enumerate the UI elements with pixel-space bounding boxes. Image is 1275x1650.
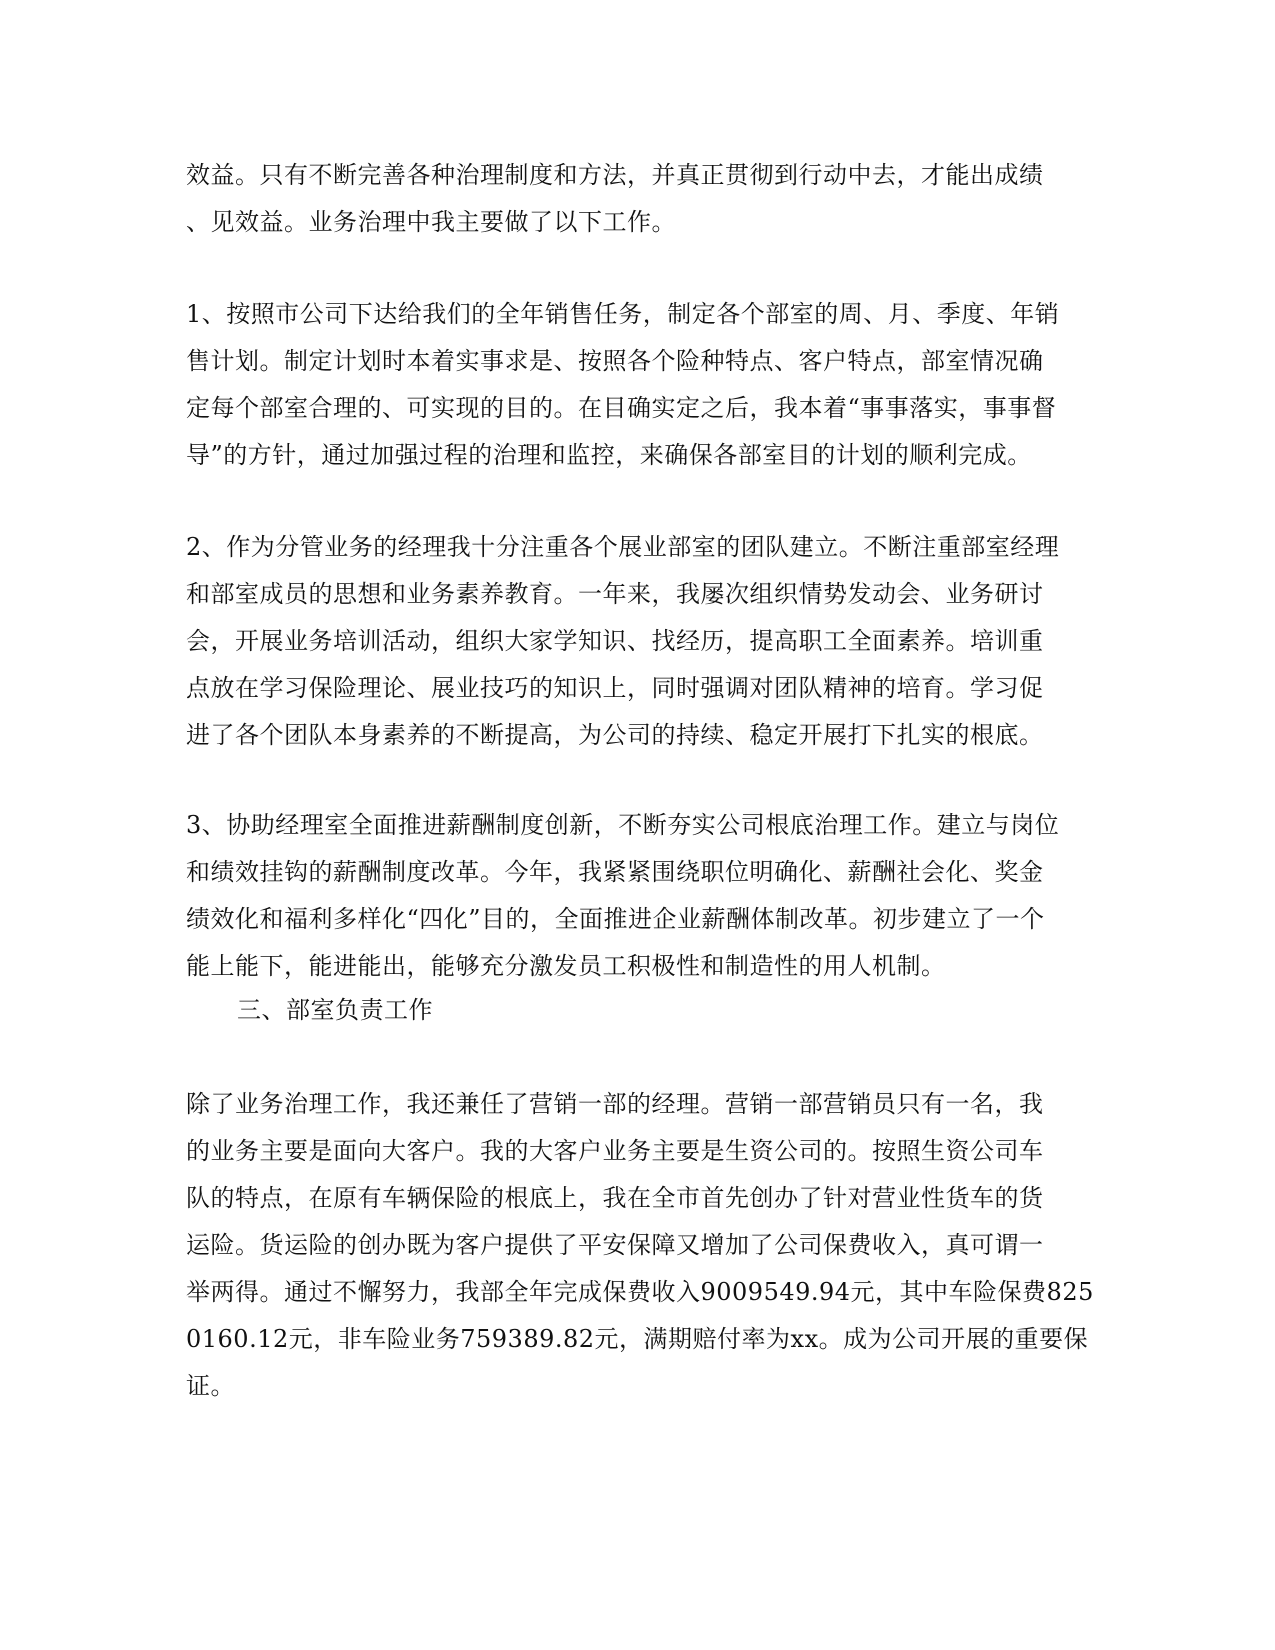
text-line: 绩效化和福利多样化“四化”目的，全面推进企业薪酬体制改革。初步建立了一个 (186, 905, 1045, 933)
text-line: 导”的方针，通过加强过程的治理和监控，来确保各部室目的计划的顺利完成。 (186, 441, 1032, 469)
text-line: 会，开展业务培训活动，组织大家学知识、找经历，提高职工全面素养。培训重 (186, 627, 1044, 655)
text-line: 能上能下，能进能出，能够充分激发员工积极性和制造性的用人机制。 (186, 952, 946, 980)
section-body-paragraph (186, 1081, 1094, 1410)
text-line: 的业务主要是面向大客户。我的大客户业务主要是生资公司的。按照生资公司车 (186, 1137, 1044, 1165)
item-3-paragraph (186, 802, 1076, 990)
text-line: 效益。只有不断完善各种治理制度和方法，并真正贯彻到行动中去，才能出成绩 (186, 161, 1044, 189)
section-heading: 三、部室负责工作 (237, 996, 433, 1024)
intro-paragraph (186, 152, 1076, 246)
text-line: 举两得。通过不懈努力，我部全年完成保费收入9009549.94元，其中车险保费825 (186, 1278, 1094, 1306)
text-line: 、见效益。业务治理中我主要做了以下工作。 (186, 208, 676, 236)
text-line: 运险。货运险的创办既为客户提供了平安保障又增加了公司保费收入，真可谓一 (186, 1231, 1044, 1259)
text-line: 队的特点，在原有车辆保险的根底上，我在全市首先创办了针对营业性货车的货 (186, 1184, 1044, 1212)
text-line: 售计划。制定计划时本着实事求是、按照各个险种特点、客户特点，部室情况确 (186, 347, 1044, 375)
text-line: 证。 (186, 1372, 235, 1400)
text-line: 定每个部室合理的、可实现的目的。在目确实定之后，我本着“事事落实，事事督 (186, 394, 1057, 422)
text-line: 进了各个团队本身素养的不断提高，为公司的持续、稳定开展打下扎实的根底。 (186, 721, 1044, 749)
text-line: 除了业务治理工作，我还兼任了营销一部的经理。营销一部营销员只有一名，我 (186, 1090, 1044, 1118)
text-line: 2、作为分管业务的经理我十分注重各个展业部室的团队建立。不断注重部室经理 (186, 533, 1060, 561)
text-line: 1、按照市公司下达给我们的全年销售任务，制定各个部室的周、月、季度、年销 (186, 300, 1060, 328)
text-line: 3、协助经理室全面推进薪酬制度创新，不断夯实公司根底治理工作。建立与岗位 (186, 811, 1060, 839)
item-2-paragraph (186, 524, 1076, 759)
text-line: 和绩效挂钩的薪酬制度改革。今年，我紧紧围绕职位明确化、薪酬社会化、奖金 (186, 858, 1044, 886)
text-line: 和部室成员的思想和业务素养教育。一年来，我屡次组织情势发动会、业务研讨 (186, 580, 1044, 608)
text-line: 0160.12元，非车险业务759389.82元，满期赔付率为xx。成为公司开展的重要保 (186, 1325, 1089, 1353)
text-line: 点放在学习保险理论、展业技巧的知识上，同时强调对团队精神的培育。学习促 (186, 674, 1044, 702)
item-1-paragraph (186, 291, 1076, 479)
